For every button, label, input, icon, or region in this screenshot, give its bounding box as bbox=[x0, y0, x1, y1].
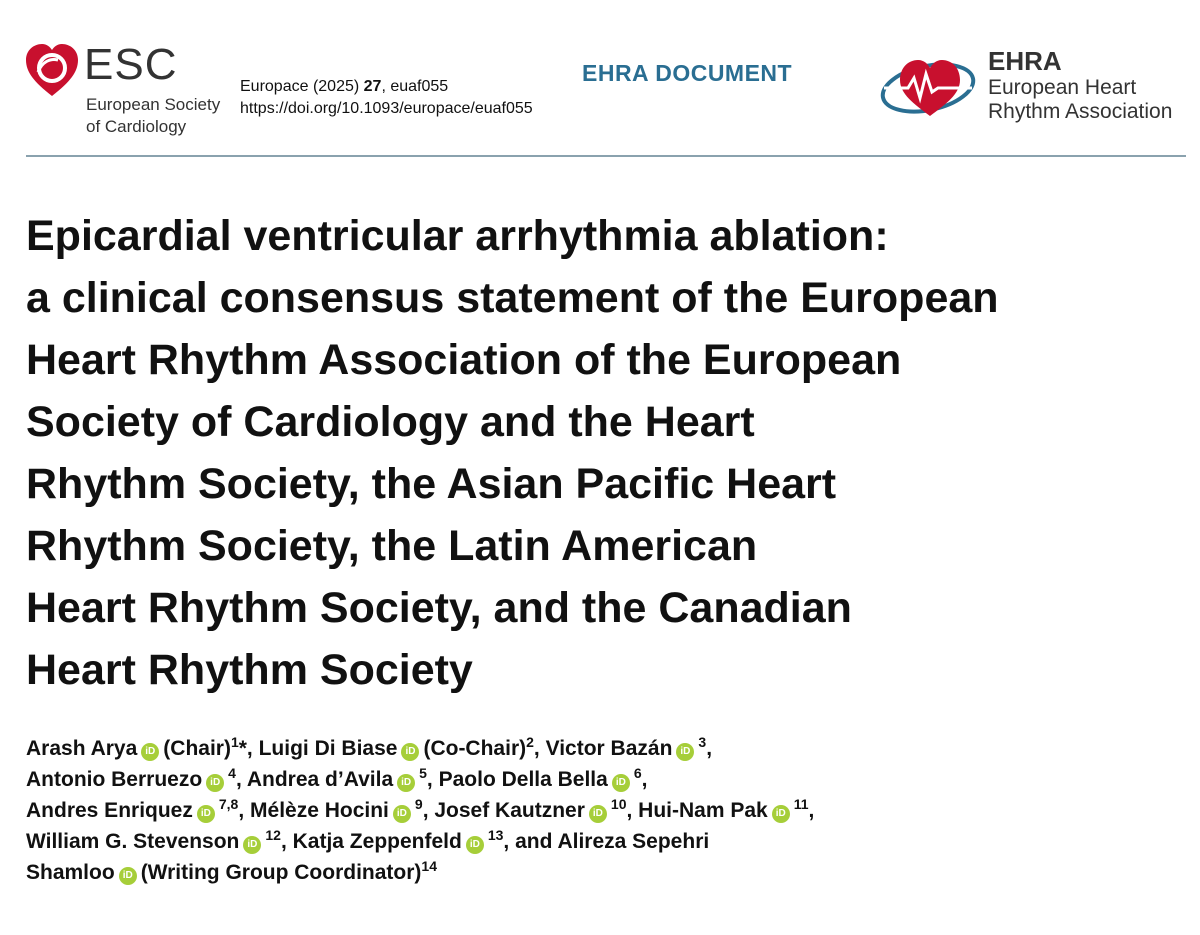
esc-logo bbox=[24, 40, 234, 140]
article-title bbox=[26, 205, 1176, 701]
journal-volume: 27 bbox=[363, 78, 382, 95]
esc-acronym: ESC bbox=[84, 40, 178, 89]
author-role: (Writing Group Coordinator) bbox=[140, 861, 422, 884]
orcid-icon[interactable]: iD bbox=[676, 743, 694, 761]
author-name[interactable]: Antonio Berruezo bbox=[26, 768, 203, 791]
ehra-acronym: EHRA bbox=[988, 46, 1062, 76]
orcid-icon[interactable]: iD bbox=[119, 867, 137, 885]
author-role: (Chair) bbox=[163, 737, 231, 760]
author-name[interactable]: William G. Stevenson bbox=[26, 830, 240, 853]
author-separator: *, bbox=[238, 737, 259, 760]
document-type-label: EHRA DOCUMENT bbox=[582, 60, 793, 86]
orcid-icon[interactable]: iD bbox=[243, 836, 261, 854]
journal-citation bbox=[240, 76, 533, 120]
title-line: Epicardial ventricular arrhythmia ablation: bbox=[26, 212, 889, 260]
title-line: Heart Rhythm Society, and the Canadian bbox=[26, 584, 852, 632]
affiliation-number: 4 bbox=[228, 765, 236, 781]
author-line bbox=[26, 764, 1176, 795]
author-separator: , bbox=[238, 799, 251, 822]
orcid-icon[interactable]: iD bbox=[466, 836, 484, 854]
page-header bbox=[0, 0, 1200, 156]
author-line bbox=[26, 857, 1176, 888]
author-name[interactable]: Luigi Di Biase bbox=[258, 737, 398, 760]
orcid-icon[interactable]: iD bbox=[197, 805, 215, 823]
ehra-heart-icon bbox=[878, 46, 978, 126]
author-line bbox=[26, 826, 1176, 857]
author-name[interactable]: Alireza Sepehri bbox=[557, 830, 710, 853]
title-line: Rhythm Society, the Asian Pacific Heart bbox=[26, 460, 837, 508]
orcid-icon[interactable]: iD bbox=[397, 774, 415, 792]
affiliation-number: 2 bbox=[526, 734, 534, 750]
affiliation-number: 13 bbox=[487, 827, 504, 843]
esc-full-name bbox=[86, 94, 256, 138]
author-name[interactable]: Mélèze Hocini bbox=[250, 799, 389, 822]
title-line: Rhythm Society, the Latin American bbox=[26, 522, 758, 570]
affiliation-number: 14 bbox=[421, 858, 437, 874]
affiliation-number: 12 bbox=[265, 827, 281, 843]
orcid-icon[interactable]: iD bbox=[141, 743, 159, 761]
affiliation-number: 1 bbox=[230, 734, 239, 750]
journal-issue bbox=[240, 76, 533, 98]
ehra-name-line: Rhythm Association bbox=[988, 100, 1173, 123]
author-separator: , bbox=[533, 737, 546, 760]
author-separator: , bbox=[808, 799, 815, 822]
affiliation-number: 6 bbox=[633, 765, 642, 781]
author-line bbox=[26, 795, 1176, 826]
author-name[interactable]: Shamloo bbox=[26, 861, 115, 884]
title-line: Heart Rhythm Association of the European bbox=[26, 336, 902, 384]
affiliation-number: 3 bbox=[698, 734, 707, 750]
esc-name-line: of Cardiology bbox=[86, 117, 187, 136]
author-name[interactable]: Andrea d’Avila bbox=[246, 768, 394, 791]
author-list bbox=[26, 733, 1176, 888]
header-divider bbox=[26, 155, 1186, 157]
orcid-icon[interactable]: iD bbox=[401, 743, 419, 761]
ehra-logo bbox=[878, 46, 1198, 136]
orcid-icon[interactable]: iD bbox=[206, 774, 224, 792]
title-line: Society of Cardiology and the Heart bbox=[26, 398, 755, 446]
affiliation-number: 5 bbox=[419, 765, 427, 781]
author-separator: , bbox=[626, 799, 639, 822]
title-line: a clinical consensus statement of the European bbox=[26, 274, 999, 322]
ehra-full-name bbox=[988, 76, 1193, 124]
author-line bbox=[26, 733, 1176, 764]
affiliation-number: 9 bbox=[414, 796, 423, 812]
author-separator: , bbox=[706, 737, 713, 760]
author-name[interactable]: Paolo Della Bella bbox=[438, 768, 608, 791]
author-name[interactable]: Katja Zeppenfeld bbox=[292, 830, 462, 853]
esc-name-line: European Society bbox=[86, 95, 221, 114]
author-separator: , bbox=[641, 768, 648, 791]
author-prefix: and bbox=[515, 830, 558, 853]
author-separator: , bbox=[235, 768, 247, 791]
orcid-icon[interactable]: iD bbox=[589, 805, 607, 823]
journal-name: Europace (2025) bbox=[240, 78, 364, 95]
author-name[interactable]: Arash Arya bbox=[26, 737, 138, 760]
ehra-name-line: European Heart bbox=[988, 76, 1137, 99]
author-name[interactable]: Andres Enriquez bbox=[26, 799, 193, 822]
orcid-icon[interactable]: iD bbox=[393, 805, 411, 823]
author-separator: , bbox=[426, 768, 439, 791]
author-separator: , bbox=[422, 799, 435, 822]
article-id: , euaf055 bbox=[381, 78, 449, 95]
author-separator: , bbox=[280, 830, 293, 853]
author-name[interactable]: Victor Bazán bbox=[545, 737, 673, 760]
orcid-icon[interactable]: iD bbox=[772, 805, 790, 823]
author-separator: , bbox=[503, 830, 516, 853]
doi-link[interactable]: https://doi.org/10.1093/europace/euaf055 bbox=[240, 100, 533, 117]
title-line: Heart Rhythm Society bbox=[26, 646, 473, 694]
orcid-icon[interactable]: iD bbox=[612, 774, 630, 792]
affiliation-number: 10 bbox=[610, 796, 627, 812]
author-role: (Co-Chair) bbox=[423, 737, 527, 760]
esc-heart-icon bbox=[24, 42, 80, 100]
author-name[interactable]: Hui-Nam Pak bbox=[638, 799, 768, 822]
author-name[interactable]: Josef Kautzner bbox=[434, 799, 585, 822]
affiliation-number: 7,8 bbox=[218, 796, 239, 812]
affiliation-number: 11 bbox=[793, 796, 809, 812]
